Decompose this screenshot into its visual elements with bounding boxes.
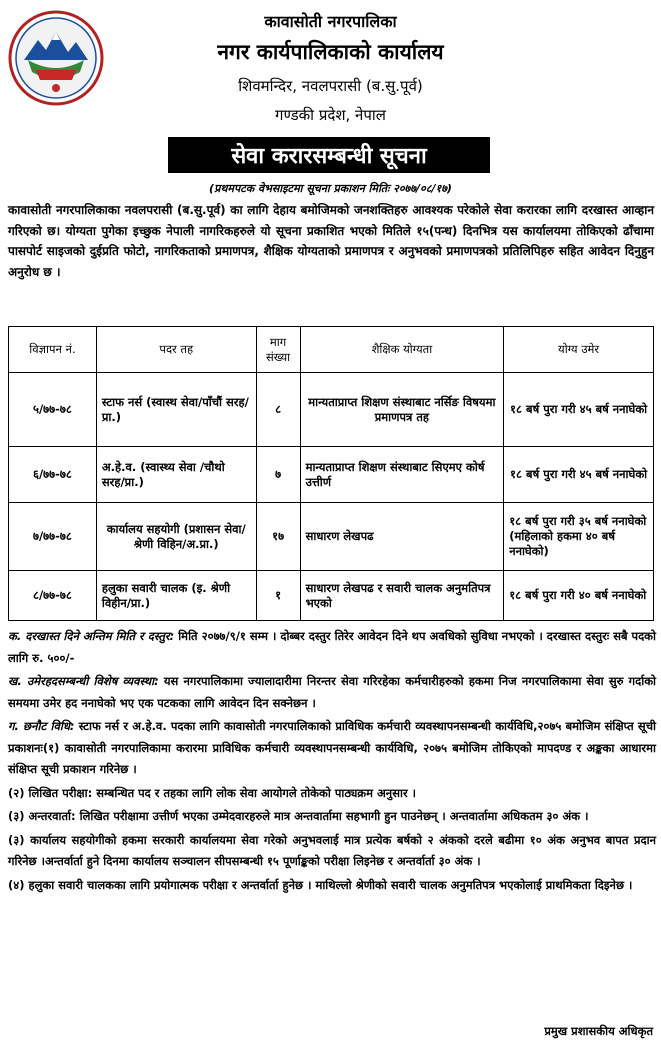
vacancy-table [8, 326, 654, 621]
header-demand: माग संख्या [256, 327, 300, 373]
intro-paragraph: कावासोती नगरपालिकाका नवलपरासी (ब.सु.पूर्व) का लागि देहाय बमोजिमको जनशक्तिहरु आवश्यक परेकोले सेवा करारका लागि दरखास्त आव्हान गरिएको छ। योग्यता पुगेका इच्छुक नेपाली नागरिकहरुले यो सूचना प्रकाशित भएको मितिले १५(पन्ध) दिनभित्र यस कार्यालयमा तोकिएको ढाँचामा पासपोर्ट साइजको दुईप्रति फोटो, नागरिकताको प्रमाणपत्र, शैक्षिक योग्यताको प्रमाणपत्र र अनुभवको प्रमाणपत्रको प्रतिलिपिहरु सहित आवेदन दिनुहुन अनुरोध छ । [8, 203, 654, 279]
cell-age: १८ बर्ष पुरा गरी ४५ बर्ष ननाघेको [504, 447, 654, 503]
note-label: (३) अन्तरवार्ता: [8, 809, 76, 823]
cell-qualification: मान्यताप्राप्त शिक्षण संस्थाबाट नर्सिङ विषयमा प्रमाणपत्र तह [300, 373, 504, 447]
note-selection-method [8, 716, 656, 781]
note-text: (४) हलुका सवारी चालकका लागि प्रयोगात्मक परीक्षा र अन्तर्वार्ता हुनेछ । माथिल्लो श्रेणीको सवारी चालक अनुमतिपत्र भएकोलाई प्राथमिकता दिइनेछ । [8, 877, 633, 892]
note-written-exam [8, 783, 656, 805]
office-name: नगर कार्यपालिकाको कार्यालय [217, 40, 444, 64]
cell-demand: ८ [256, 373, 300, 447]
cell-age: १८ बर्ष पुरा गरी ३५ बर्ष ननाघेको (महिलाको हकमा ४० बर्ष ननाघेको) [504, 503, 654, 571]
cell-qualification: साधारण लेखपढ र सवारी चालक अनुमतिपत्र भएको [300, 571, 504, 621]
header-qualification: शैक्षिक योग्यता [300, 327, 504, 373]
table-header-row [9, 327, 654, 373]
cell-demand: १ [256, 571, 300, 621]
note-deadline [8, 626, 656, 669]
cell-qualification: मान्यताप्राप्त शिक्षण संस्थाबाट सिएमए कोर्ष उत्तीर्ण [300, 447, 504, 503]
note-label: (२) लिखित परीक्षा: [8, 785, 93, 800]
cell-post: हलुका सवारी चालक (इ. श्रेणी विहीन/प्रा.) [96, 571, 256, 621]
cell-demand: ७ [256, 447, 300, 503]
cell-post: अ.हे.व. (स्वास्थ्य सेवा /चौथो सरह/प्रा.) [96, 447, 256, 503]
header-post: पदर तह [96, 327, 256, 373]
table-row [9, 571, 654, 621]
publish-date-note: (प्रथमपटक वेभसाइटमा सूचना प्रकाशन मितिः २०७७/०८/१७) [209, 182, 452, 195]
note-text: सम्बन्धित पद र तहका लागि लोक सेवा आयोगले तोकेको पाठ्यक्रम अनुसार । [92, 785, 417, 800]
table-row [9, 447, 654, 503]
cell-post: स्टाफ नर्स (स्वास्थ सेवा/पाँचौं सरह/प्रा.) [96, 373, 256, 447]
table-row [9, 373, 654, 447]
cell-ad-no: ७/७७-७८ [9, 503, 97, 571]
notice-title: सेवा करारसम्बन्धी सूचना [168, 137, 490, 173]
cell-ad-no: ५/७७-७८ [9, 373, 97, 447]
note-interview [8, 806, 656, 828]
cell-qualification: साधारण लेखपढ [300, 503, 504, 571]
cell-age: १८ बर्ष पुरा गरी ४५ बर्ष ननाघेको [504, 373, 654, 447]
table-row [9, 503, 654, 571]
note-text: लिखित परीक्षामा उत्तीर्ण भएका उम्मेदवारहरुले मात्र अन्तवार्तामा सहभागी हुन पाउनेछन् । अन्तवार्तामा अधिकतम ३० अंक । [75, 809, 589, 823]
header-ad-no: विज्ञापन नं. [9, 327, 97, 373]
note-driver [8, 875, 656, 897]
cell-demand: १७ [256, 503, 300, 571]
note-text: (३) कार्यालय सहयोगीको हकमा सरकारी कार्यालयमा सेवा गरेको अनुभवलाई मात्र प्रत्येक बर्षको २ अंकको दरले बढीमा १० अंक अनुभव बापत प्रदान गरिनेछ ।अन्तर्वार्ता हुने दिनमा कार्यालय सञ्चालन सीपसम्बन्धी १५ पूर्णाङ्कको परीक्षा लिइनेछ र अन्तर्वार्ता ३० अंक । [8, 832, 656, 868]
note-text: मिति २०७७/९/१ सम्म । दोब्बर दस्तुर तिरेर आवेदन दिने थप अवधिको सुविधा नभएको । दरखास्त दस्तुरः सबै पदको लागि रु. ५००/- [8, 629, 656, 665]
cell-ad-no: ६/७७-७८ [9, 447, 97, 503]
letterhead [0, 4, 661, 134]
cell-age: १८ बर्ष पुरा गरी ४० बर्ष ननाघेको [504, 571, 654, 621]
note-text: स्टाफ नर्स र अ.हे.व. पदका लागि कावासोती नगरपालिकाको प्राविधिक कर्मचारी व्यवस्थापनसम्बन्धी कार्यविधि,२०७५ बमोजिम संक्षिप्त सूची प्रकाशनः(१) कावासोती नगरपालिकामा करारमा प्राविधिक कर्मचारी व्यवस्थापनसम्बन्धी कार्यविधि, २०७५ बमोजिम तोकिएको मापदण्ड र अङ्कका आधारमा संक्षिप्त सूची प्रकाशन गरिनेछ । [8, 719, 656, 776]
cell-post: कार्यालय सहयोगी (प्रशासन सेवा/श्रेणी विहिन/अ.प्रा.) [96, 503, 256, 571]
header-age: योग्य उमेर [504, 327, 654, 373]
notice-conditions [8, 626, 656, 898]
signatory-title: प्रमुख प्रशासकीय अधिकृत [544, 1024, 653, 1038]
note-label: क. दरखास्त दिने अन्तिम मिति र दस्तुर: [8, 629, 175, 643]
municipality-name: कावासोती नगरपालिका [264, 12, 397, 31]
note-text: यस नगरपालिकामा ज्यालादारीमा निरन्तर सेवा गरिरहेका कर्मचारीहरुको हकमा निज नगरपालिकामा सेवा सुरु गर्दाको समयमा उमेर हद ननाघेको भए एक पटकका लागि आवेदन दिन सक्नेछन । [8, 674, 657, 710]
note-label: ख. उमेरहदसम्बन्धी विशेष व्यवस्था: [8, 674, 159, 688]
province-line: गण्डकी प्रदेश, नेपाल [275, 106, 386, 124]
cell-ad-no: ८/७७-७८ [9, 571, 97, 621]
note-office-assistant [8, 830, 656, 873]
note-age-provision [8, 671, 656, 714]
note-label: ग. छनौट विधि: [8, 719, 75, 733]
office-address: शिवमन्दिर, नवलपरासी (ब.सु.पूर्व) [238, 77, 423, 95]
